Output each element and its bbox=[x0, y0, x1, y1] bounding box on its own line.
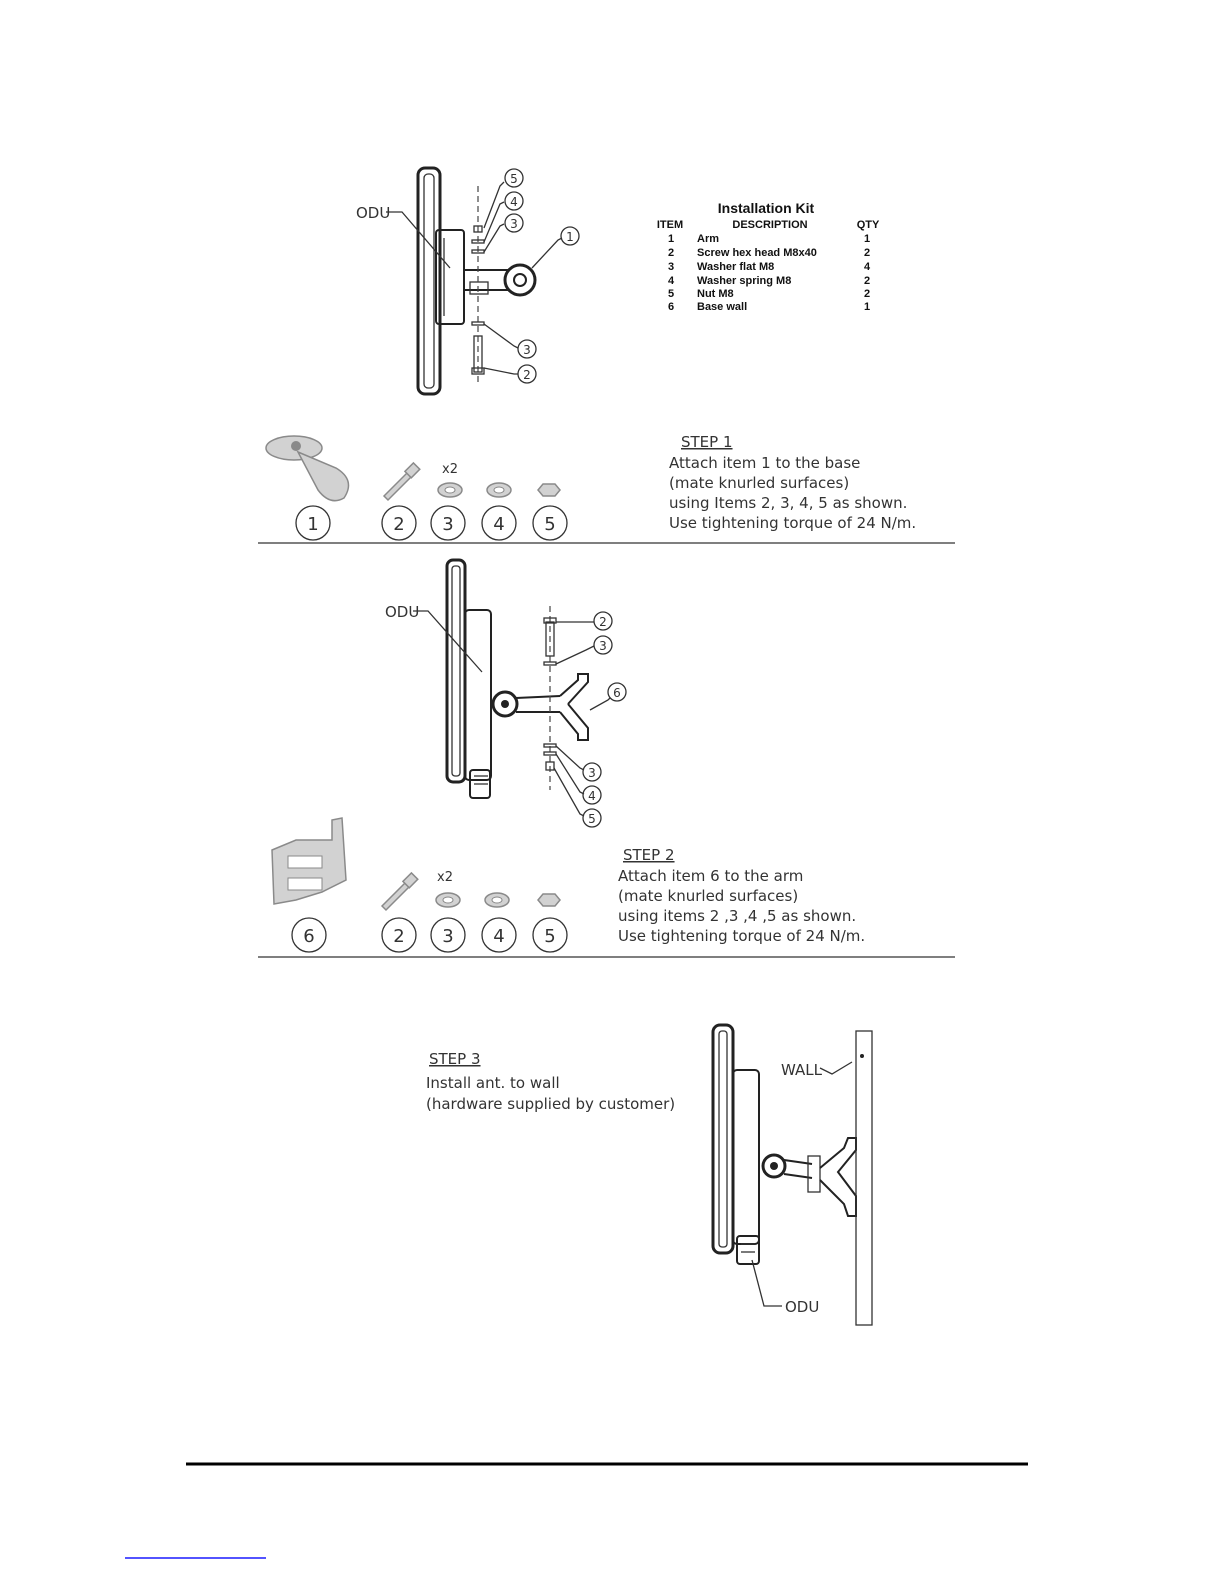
wall-label bbox=[781, 1061, 852, 1079]
kit-title: Installation Kit bbox=[717, 200, 815, 216]
svg-text:4: 4 bbox=[863, 261, 871, 273]
svg-text:Arm: Arm bbox=[697, 233, 720, 245]
svg-text:4: 4 bbox=[667, 275, 675, 287]
kit-header-item: ITEM bbox=[656, 219, 684, 231]
svg-text:3: 3 bbox=[667, 261, 675, 273]
callout-3b: 3 bbox=[588, 766, 596, 780]
callout-1: 1 bbox=[566, 230, 574, 244]
svg-text:1: 1 bbox=[667, 233, 675, 245]
odu-label-text: ODU bbox=[785, 1298, 820, 1316]
svg-text:Nut M8: Nut M8 bbox=[697, 288, 734, 300]
step2-line: using items 2 ,3 ,4 ,5 as shown. bbox=[618, 907, 857, 925]
step2-line: (mate knurled surfaces) bbox=[618, 887, 799, 905]
svg-text:Washer flat M8: Washer flat M8 bbox=[697, 261, 775, 273]
part-number-4: 4 bbox=[493, 514, 505, 535]
callouts-middle bbox=[554, 612, 626, 827]
part-number-circles bbox=[296, 506, 567, 540]
step1-instructions bbox=[669, 433, 916, 532]
callout-2: 2 bbox=[599, 615, 607, 629]
callout-5: 5 bbox=[588, 812, 596, 826]
step2-line: Attach item 6 to the arm bbox=[618, 867, 804, 885]
kit-row bbox=[668, 288, 870, 300]
step3-title: STEP 3 bbox=[429, 1050, 481, 1068]
part-number-3: 3 bbox=[442, 514, 454, 535]
callout-3b: 3 bbox=[523, 343, 531, 357]
step1-parts bbox=[266, 436, 567, 540]
screw-part-icon bbox=[384, 463, 420, 500]
step3-instructions bbox=[426, 1050, 675, 1113]
odu-label-text: ODU bbox=[356, 204, 391, 222]
callout-4: 4 bbox=[588, 789, 596, 803]
kit-row bbox=[668, 301, 870, 313]
part-number-2: 2 bbox=[393, 926, 405, 947]
kit-row bbox=[668, 275, 870, 287]
svg-text:Washer spring M8: Washer spring M8 bbox=[697, 275, 792, 287]
callout-3: 3 bbox=[599, 639, 607, 653]
step1-line: (mate knurled surfaces) bbox=[669, 474, 850, 492]
part-number-4: 4 bbox=[493, 926, 505, 947]
part-number-5: 5 bbox=[544, 514, 556, 535]
part-number-circles bbox=[292, 918, 567, 952]
arm-part-icon bbox=[266, 436, 349, 501]
odu-label-wall bbox=[752, 1260, 819, 1316]
step1-line: Use tightening torque of 24 N/m. bbox=[669, 514, 917, 532]
part-number-2: 2 bbox=[393, 514, 405, 535]
svg-text:6: 6 bbox=[667, 301, 675, 313]
step3-line: (hardware supplied by customer) bbox=[426, 1095, 676, 1113]
svg-text:2: 2 bbox=[863, 275, 871, 287]
callout-3: 3 bbox=[510, 217, 518, 231]
callout-5: 5 bbox=[510, 172, 518, 186]
step1-line: Attach item 1 to the base bbox=[669, 454, 861, 472]
svg-text:Screw hex head M8x40: Screw hex head M8x40 bbox=[697, 247, 817, 259]
base-wall-part-icon bbox=[272, 818, 346, 904]
svg-text:2: 2 bbox=[863, 247, 871, 259]
part-number-1: 1 bbox=[307, 514, 319, 535]
callout-6: 6 bbox=[613, 686, 621, 700]
kit-row bbox=[668, 247, 870, 259]
step3-line: Install ant. to wall bbox=[426, 1074, 560, 1092]
nut-icon bbox=[538, 894, 560, 906]
step1-line: using Items 2, 3, 4, 5 as shown. bbox=[669, 494, 908, 512]
installation-kit-table bbox=[657, 200, 880, 313]
callout-2: 2 bbox=[523, 368, 531, 382]
svg-text:1: 1 bbox=[863, 233, 871, 245]
step2-parts bbox=[272, 818, 567, 952]
screw-part-icon bbox=[382, 873, 418, 910]
kit-row bbox=[668, 261, 871, 273]
callout-4: 4 bbox=[510, 195, 518, 209]
x2-label: x2 bbox=[442, 462, 458, 477]
svg-text:5: 5 bbox=[667, 288, 675, 300]
wall-label-text: WALL bbox=[781, 1061, 822, 1079]
svg-text:1: 1 bbox=[863, 301, 871, 313]
kit-header-qty: QTY bbox=[856, 219, 880, 231]
wall-section bbox=[856, 1031, 872, 1325]
x2-label: x2 bbox=[437, 870, 453, 885]
odu-drawing-middle bbox=[447, 560, 588, 798]
svg-text:Base wall: Base wall bbox=[697, 301, 748, 313]
step2-title: STEP 2 bbox=[623, 846, 675, 864]
part-number-6: 6 bbox=[303, 926, 315, 947]
step1-title: STEP 1 bbox=[681, 433, 733, 451]
svg-text:2: 2 bbox=[667, 247, 675, 259]
odu-label-text: ODU bbox=[385, 603, 420, 621]
odu-label-middle bbox=[385, 603, 482, 672]
part-number-3: 3 bbox=[442, 926, 454, 947]
part-number-5: 5 bbox=[544, 926, 556, 947]
step2-instructions bbox=[618, 846, 865, 945]
kit-header-description: DESCRIPTION bbox=[732, 219, 808, 231]
step2-line: Use tightening torque of 24 N/m. bbox=[618, 927, 866, 945]
callouts-top bbox=[484, 169, 579, 383]
kit-row bbox=[668, 233, 870, 245]
nut-icon bbox=[538, 484, 560, 496]
svg-text:2: 2 bbox=[863, 288, 871, 300]
